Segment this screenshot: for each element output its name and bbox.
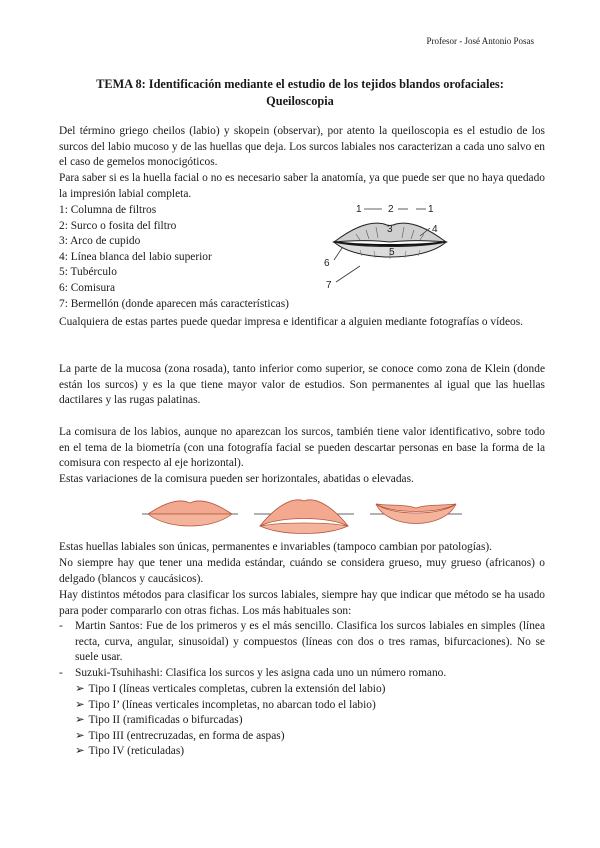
diagram-label: 2 <box>388 204 394 215</box>
list-item: 3: Arco de cupido <box>59 235 141 248</box>
intro-paragraph-1: Del término griego cheilos (labio) y skopein (observar), por atento la queiloscopia es el estudio de los surcos del labio mucoso y de las huellas que deja. Los surcos labiales nos caracterizan a cada uno salvo en el caso de gemelos monocigóticos. <box>59 125 545 169</box>
lower-lip <box>260 523 348 534</box>
list-item: 6: Comisura <box>59 281 116 294</box>
diagram-label: 6 <box>324 258 330 269</box>
type-text: Tipo I (líneas verticales completas, cubren la extensión del labio) <box>88 683 386 695</box>
identify-paragraph: Cualquiera de estas partes puede quedar impresa e identificar a alguien mediante fotografías o vídeos. <box>59 316 523 328</box>
variations-paragraph: Estas variaciones de la comisura pueden ser horizontales, abatidas o elevadas. <box>59 473 414 485</box>
page-header-author: Profesor - José Antonio Posas <box>426 36 534 46</box>
list-item <box>75 682 561 698</box>
type-text: Tipo I’ (líneas verticales incompletas, no abarcan todo el labio) <box>88 698 376 711</box>
lip-horizontal <box>142 501 238 526</box>
anatomy-list <box>59 203 319 312</box>
diagram-label: 1 <box>356 204 362 215</box>
diagram-label: 5 <box>389 247 395 258</box>
comisura-paragraph: La comisura de los labios, aunque no aparezcan los surcos, también tiene valor identificativo, sobre todo en el tema de la biometría (con una fotografía facial se pueden descartar personas en base la forma de la comisura con respecto al eje horizontal). <box>59 426 545 470</box>
list-item: 2: Surco o fosita del filtro <box>59 219 177 232</box>
pointer-line <box>334 248 342 260</box>
dash-bullet: - <box>59 620 63 632</box>
upper-lip <box>148 501 232 514</box>
measure-paragraph: No siempre hay que tener una medida estándar, cuándo se considera grueso, muy grueso (africanos) o delgado (blancos y caucásicos). <box>59 557 545 585</box>
list-item <box>75 713 561 729</box>
comisura-variations-figure <box>142 492 462 536</box>
list-item <box>75 698 561 714</box>
list-item <box>59 666 545 682</box>
methods-list <box>59 619 545 681</box>
lower-lip <box>148 514 232 526</box>
list-item <box>75 744 561 760</box>
list-item <box>59 619 545 666</box>
arrow-icon: ➢ <box>75 729 85 742</box>
type-text: Tipo IV (reticuladas) <box>88 745 185 758</box>
intro-paragraph-2: Para saber si es la huella facial o no es necesario saber la anatomía, ya que puede ser que no haya quedado la impresión labial completa. <box>59 172 545 200</box>
unique-paragraph: Estas huellas labiales son únicas, permanentes e invariables (tampoco cambian por patologías). <box>59 541 493 553</box>
methods-paragraph: Hay distintos métodos para clasificar los surcos labiales, siempre hay que indicar que método se ha usado para poder compararlo con otras fichas. Los más habituales son: <box>59 589 545 617</box>
pointer-line <box>336 266 360 282</box>
types-list <box>59 682 561 760</box>
diagram-label: 3 <box>387 224 393 235</box>
page-title <box>60 76 540 110</box>
title-line-1: TEMA 8: Identificación mediante el estudio de los tejidos blandos orofaciales: <box>96 77 504 91</box>
type-text: Tipo III (entrecruzadas, en forma de aspas) <box>88 729 285 742</box>
lip-abatida <box>254 500 354 534</box>
list-item: 7: Bermellón (donde aparecen más características) <box>59 297 289 310</box>
dash-bullet: - <box>59 666 63 679</box>
diagram-label: 1 <box>428 204 434 215</box>
type-text: Tipo II (ramificadas o bifurcadas) <box>88 714 243 727</box>
arrow-icon: ➢ <box>75 714 85 727</box>
upper-lip <box>260 500 348 526</box>
arrow-icon: ➢ <box>75 683 85 695</box>
arrow-icon: ➢ <box>75 698 85 711</box>
title-line-2: Queiloscopia <box>266 94 334 108</box>
diagram-label: 7 <box>326 280 332 291</box>
lip-anatomy-diagram <box>320 200 460 296</box>
list-item: 5: Tubérculo <box>59 266 117 279</box>
list-item: 1: Columna de filtros <box>59 204 157 216</box>
klein-paragraph: La parte de la mucosa (zona rosada), tanto inferior como superior, se conoce como zona de Klein (donde están los surcos) y es la que tiene mayor valor de estudios. Son permanentes al igual que las huellas dactilares y las rugas palatinas. <box>59 363 545 407</box>
lip-elevada <box>370 504 462 524</box>
method-text: Martin Santos: Fue de los primeros y es el más sencillo. Clasifica los surcos labiales en simples (línea recta, curva, angular, sinusoidal) y compuestos (líneas con dos o tres ramas, bifurcaciones). No se suele usar. <box>75 620 545 664</box>
method-text: Suzuki-Tsuhihashi: Clasifica los surcos y les asigna cada uno un número romano. <box>75 666 447 679</box>
list-item: 4: Línea blanca del labio superior <box>59 250 212 263</box>
arrow-icon: ➢ <box>75 745 85 758</box>
list-item <box>75 729 561 745</box>
diagram-label: 4 <box>432 224 438 235</box>
